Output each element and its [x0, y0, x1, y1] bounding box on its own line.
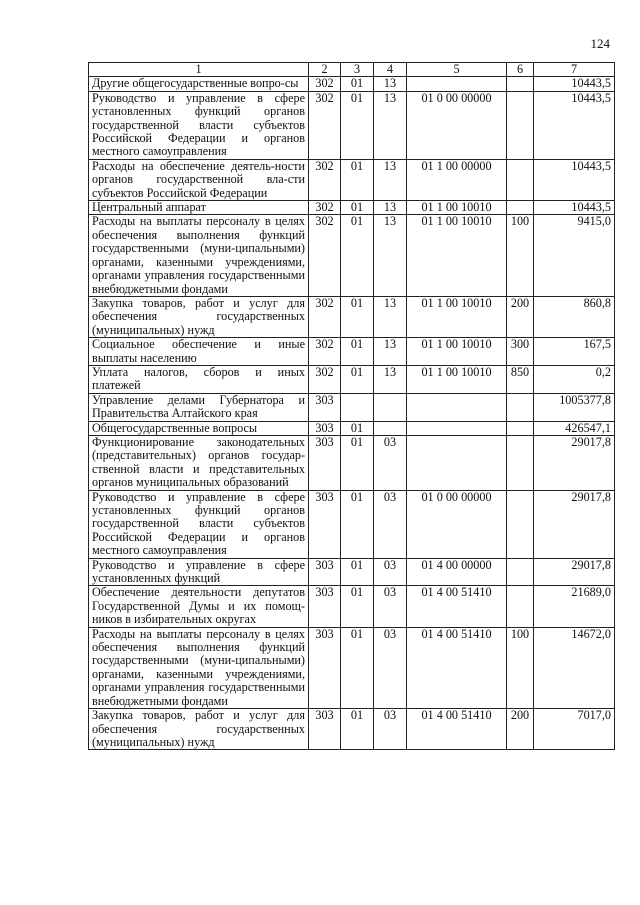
row-amount: 426547,1 — [534, 421, 615, 435]
column-header: 3 — [341, 63, 374, 77]
table-row — [89, 91, 615, 159]
row-amount: 860,8 — [534, 296, 615, 337]
table-row — [89, 201, 615, 215]
row-name: Уплата налогов, сборов и иных платежей — [89, 365, 309, 393]
row-name: Руководство и управление в сфере установленных функций — [89, 558, 309, 586]
row-subsection-code: 03 — [374, 709, 407, 750]
row-ministry-code: 302 — [309, 91, 341, 159]
column-header: 1 — [89, 63, 309, 77]
row-name: Закупка товаров, работ и услуг для обеспечения государственных (муниципальных) нужд — [89, 296, 309, 337]
row-name: Расходы на обеспечение деятель-ности органов государственной вла-сти субъектов Российской Федерации — [89, 159, 309, 200]
table-row — [89, 709, 615, 750]
row-target-code: 01 4 00 51410 — [407, 586, 507, 627]
row-subsection-code: 13 — [374, 159, 407, 200]
row-name: Другие общегосударственные вопро-сы — [89, 77, 309, 91]
row-name: Расходы на выплаты персоналу в целях обеспечения выполнения функций государственными (муни-ципальными) органами, казенными учреждениями, органами управления государственными внебюджетными фондами — [89, 627, 309, 708]
row-amount: 29017,8 — [534, 490, 615, 558]
row-amount: 29017,8 — [534, 435, 615, 490]
row-expense-type-code — [507, 435, 534, 490]
row-target-code: 01 0 00 00000 — [407, 490, 507, 558]
header-row — [89, 63, 615, 77]
row-expense-type-code: 200 — [507, 709, 534, 750]
table-row — [89, 490, 615, 558]
row-target-code: 01 1 00 00000 — [407, 159, 507, 200]
row-name: Центральный аппарат — [89, 201, 309, 215]
row-subsection-code: 03 — [374, 490, 407, 558]
column-header: 2 — [309, 63, 341, 77]
row-target-code — [407, 421, 507, 435]
row-ministry-code: 302 — [309, 159, 341, 200]
row-expense-type-code — [507, 490, 534, 558]
row-subsection-code — [374, 421, 407, 435]
table-row — [89, 338, 615, 366]
row-expense-type-code — [507, 201, 534, 215]
row-subsection-code: 13 — [374, 338, 407, 366]
table-row — [89, 215, 615, 296]
row-amount: 10443,5 — [534, 201, 615, 215]
row-expense-type-code: 200 — [507, 296, 534, 337]
row-amount: 1005377,8 — [534, 393, 615, 421]
row-expense-type-code: 100 — [507, 215, 534, 296]
row-expense-type-code — [507, 558, 534, 586]
row-subsection-code: 13 — [374, 201, 407, 215]
column-header: 5 — [407, 63, 507, 77]
table-row — [89, 365, 615, 393]
row-name: Обеспечение деятельности депутатов Государственной Думы и их помощ-ников в избирательных округах — [89, 586, 309, 627]
column-header: 4 — [374, 63, 407, 77]
row-expense-type-code — [507, 586, 534, 627]
row-subsection-code: 13 — [374, 91, 407, 159]
row-ministry-code: 302 — [309, 365, 341, 393]
row-ministry-code: 303 — [309, 627, 341, 708]
row-expense-type-code — [507, 159, 534, 200]
row-ministry-code: 302 — [309, 215, 341, 296]
row-subsection-code: 13 — [374, 77, 407, 91]
row-target-code — [407, 435, 507, 490]
row-amount: 9415,0 — [534, 215, 615, 296]
row-amount: 0,2 — [534, 365, 615, 393]
column-header: 6 — [507, 63, 534, 77]
row-target-code: 01 1 00 10010 — [407, 201, 507, 215]
row-target-code: 01 1 00 10010 — [407, 365, 507, 393]
row-expense-type-code: 100 — [507, 627, 534, 708]
row-target-code: 01 1 00 10010 — [407, 338, 507, 366]
row-name: Закупка товаров, работ и услуг для обеспечения государственных (муниципальных) нужд — [89, 709, 309, 750]
row-subsection-code — [374, 393, 407, 421]
row-ministry-code: 302 — [309, 296, 341, 337]
row-ministry-code: 302 — [309, 338, 341, 366]
table-row — [89, 586, 615, 627]
row-section-code: 01 — [341, 490, 374, 558]
row-section-code: 01 — [341, 586, 374, 627]
row-amount: 10443,5 — [534, 159, 615, 200]
row-section-code: 01 — [341, 709, 374, 750]
row-expense-type-code: 300 — [507, 338, 534, 366]
budget-table — [88, 62, 615, 750]
row-amount: 10443,5 — [534, 77, 615, 91]
row-name: Руководство и управление в сфере установленных функций органов государственной власти субъектов Российской Федерации и органов местного самоуправления — [89, 490, 309, 558]
table-row — [89, 627, 615, 708]
row-amount: 10443,5 — [534, 91, 615, 159]
row-section-code: 01 — [341, 201, 374, 215]
table-row — [89, 421, 615, 435]
row-section-code: 01 — [341, 421, 374, 435]
row-section-code: 01 — [341, 91, 374, 159]
row-amount: 7017,0 — [534, 709, 615, 750]
row-expense-type-code — [507, 77, 534, 91]
row-ministry-code: 303 — [309, 709, 341, 750]
table-row — [89, 558, 615, 586]
row-amount: 29017,8 — [534, 558, 615, 586]
row-section-code: 01 — [341, 365, 374, 393]
row-section-code: 01 — [341, 296, 374, 337]
row-section-code: 01 — [341, 435, 374, 490]
row-subsection-code: 03 — [374, 627, 407, 708]
row-subsection-code: 13 — [374, 215, 407, 296]
row-name: Функционирование законодательных (представительных) органов государ-ственной власти и представительных органов муниципальных образований — [89, 435, 309, 490]
row-expense-type-code — [507, 393, 534, 421]
row-target-code — [407, 77, 507, 91]
table-body — [89, 77, 615, 750]
table-row — [89, 393, 615, 421]
row-name: Социальное обеспечение и иные выплаты населению — [89, 338, 309, 366]
row-section-code: 01 — [341, 338, 374, 366]
row-target-code: 01 4 00 00000 — [407, 558, 507, 586]
row-target-code: 01 1 00 10010 — [407, 215, 507, 296]
row-expense-type-code: 850 — [507, 365, 534, 393]
row-ministry-code: 303 — [309, 490, 341, 558]
row-amount: 167,5 — [534, 338, 615, 366]
row-subsection-code: 03 — [374, 435, 407, 490]
row-section-code: 01 — [341, 77, 374, 91]
table-row — [89, 77, 615, 91]
row-ministry-code: 303 — [309, 421, 341, 435]
row-target-code: 01 1 00 10010 — [407, 296, 507, 337]
row-section-code: 01 — [341, 627, 374, 708]
row-target-code: 01 4 00 51410 — [407, 627, 507, 708]
table-row — [89, 159, 615, 200]
row-subsection-code: 03 — [374, 558, 407, 586]
page-number: 124 — [590, 36, 610, 51]
row-amount: 14672,0 — [534, 627, 615, 708]
row-name: Руководство и управление в сфере установленных функций органов государственной власти субъектов Российской Федерации и органов местного самоуправления — [89, 91, 309, 159]
row-name: Управление делами Губернатора и Правительства Алтайского края — [89, 393, 309, 421]
row-ministry-code: 302 — [309, 201, 341, 215]
column-header: 7 — [534, 63, 615, 77]
row-expense-type-code — [507, 91, 534, 159]
row-subsection-code: 13 — [374, 296, 407, 337]
row-subsection-code: 13 — [374, 365, 407, 393]
row-subsection-code: 03 — [374, 586, 407, 627]
row-ministry-code: 303 — [309, 558, 341, 586]
row-section-code: 01 — [341, 558, 374, 586]
row-name: Расходы на выплаты персоналу в целях обеспечения выполнения функций государственными (муни-ципальными) органами, казенными учреждениями, органами управления государственными внебюджетными фондами — [89, 215, 309, 296]
row-section-code: 01 — [341, 159, 374, 200]
row-ministry-code: 303 — [309, 435, 341, 490]
row-target-code — [407, 393, 507, 421]
row-ministry-code: 303 — [309, 393, 341, 421]
row-expense-type-code — [507, 421, 534, 435]
row-name: Общегосударственные вопросы — [89, 421, 309, 435]
row-amount: 21689,0 — [534, 586, 615, 627]
row-section-code: 01 — [341, 215, 374, 296]
table-row — [89, 435, 615, 490]
row-target-code: 01 4 00 51410 — [407, 709, 507, 750]
row-section-code — [341, 393, 374, 421]
row-target-code: 01 0 00 00000 — [407, 91, 507, 159]
table-row — [89, 296, 615, 337]
row-ministry-code: 303 — [309, 586, 341, 627]
row-ministry-code: 302 — [309, 77, 341, 91]
